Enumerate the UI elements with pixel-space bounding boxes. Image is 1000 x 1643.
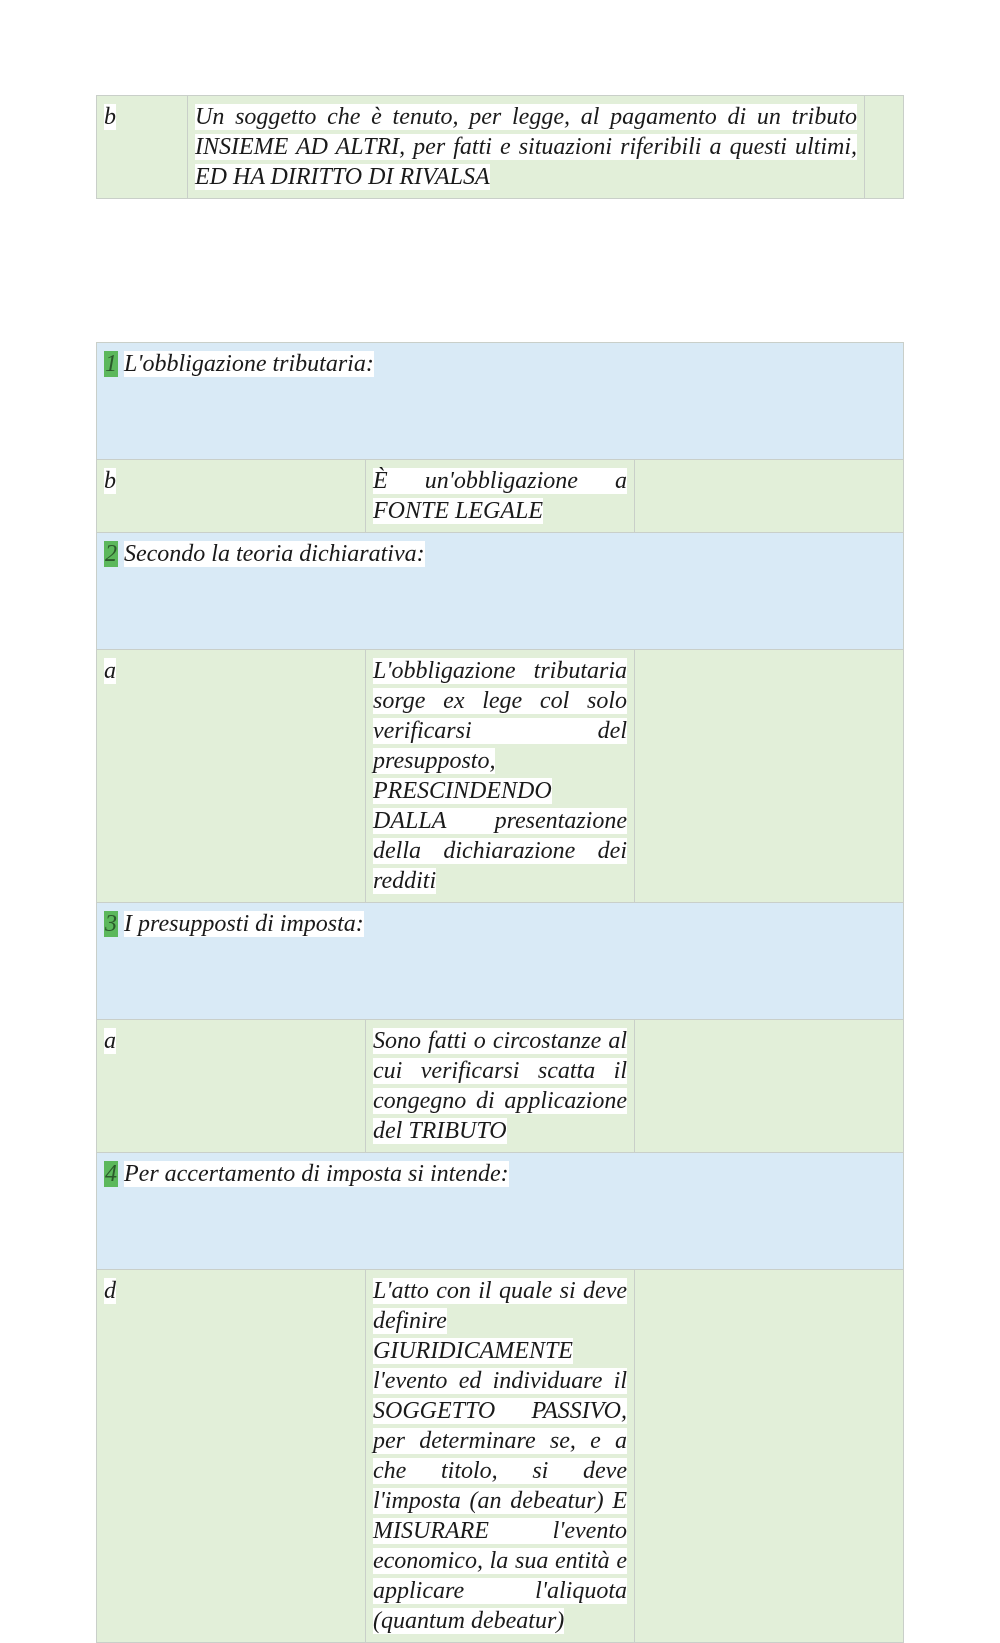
question-number: 2 xyxy=(105,541,117,567)
answer-table-continued xyxy=(96,95,904,199)
answer-letter-cell xyxy=(97,1020,366,1153)
question-cell xyxy=(97,1153,904,1270)
answer-letter-cell xyxy=(97,460,366,533)
answer-text-cell xyxy=(366,460,635,533)
answer-letter: d xyxy=(104,1278,116,1304)
question-text: L'obbligazione tributaria: xyxy=(124,351,374,377)
answer-text-cell xyxy=(366,650,635,903)
question-text: I presupposti di imposta: xyxy=(124,911,364,937)
question-row xyxy=(97,533,904,650)
answer-letter: a xyxy=(104,1028,116,1054)
question-row xyxy=(97,1153,904,1270)
answer-row xyxy=(97,1270,904,1643)
answer-letter-cell xyxy=(97,650,366,903)
question-row xyxy=(97,343,904,460)
question-cell xyxy=(97,343,904,460)
question-cell xyxy=(97,903,904,1020)
empty-cell xyxy=(635,1270,904,1643)
answer-letter-cell xyxy=(97,1270,366,1643)
answer-letter: b xyxy=(104,104,116,130)
answer-text-cell xyxy=(188,96,865,199)
answer-text-cell xyxy=(366,1020,635,1153)
question-text: Per accertamento di imposta si intende: xyxy=(124,1161,509,1187)
question-cell xyxy=(97,533,904,650)
answer-letter-cell xyxy=(97,96,188,199)
question-text: Secondo la teoria dichiarativa: xyxy=(124,541,425,567)
answer-letter: a xyxy=(104,658,116,684)
answer-letter: b xyxy=(104,468,116,494)
answer-text: Un soggetto che è tenuto, per legge, al pagamento di un tributo INSIEME AD ALTRI, per fatti e situazioni riferibili a questi ultimi, ED HA DIRITTO DI RIVALSA xyxy=(195,104,857,190)
empty-cell xyxy=(635,460,904,533)
answer-row xyxy=(97,460,904,533)
question-number: 1 xyxy=(105,351,117,377)
question-row xyxy=(97,903,904,1020)
empty-cell xyxy=(635,1020,904,1153)
answer-text: L'atto con il quale si deve definire GIURIDICAMENTE l'evento ed individuare il SOGGETTO PASSIVO, per determinare se, e a che titolo, si deve l'imposta (an debeatur) E MISURARE l'evento economico, la sua entità e applicare l'aliquota (quantum debeatur) xyxy=(373,1278,627,1634)
question-number: 4 xyxy=(105,1161,117,1187)
answer-text: È un'obbligazione a FONTE LEGALE xyxy=(373,468,627,524)
empty-cell xyxy=(635,650,904,903)
answer-row xyxy=(97,650,904,903)
answer-text: L'obbligazione tributaria sorge ex lege col solo verificarsi del presupposto, PRESCINDENDO DALLA presentazione della dichiarazione dei redditi xyxy=(373,658,627,894)
question-number: 3 xyxy=(105,911,117,937)
answer-text-cell xyxy=(366,1270,635,1643)
answer-text: Sono fatti o circostanze al cui verificarsi scatta il congegno di applicazione del TRIBUTO xyxy=(373,1028,627,1144)
empty-cell xyxy=(865,96,904,199)
answer-row xyxy=(97,1020,904,1153)
answer-row xyxy=(97,96,904,199)
quiz-table xyxy=(96,342,904,1643)
